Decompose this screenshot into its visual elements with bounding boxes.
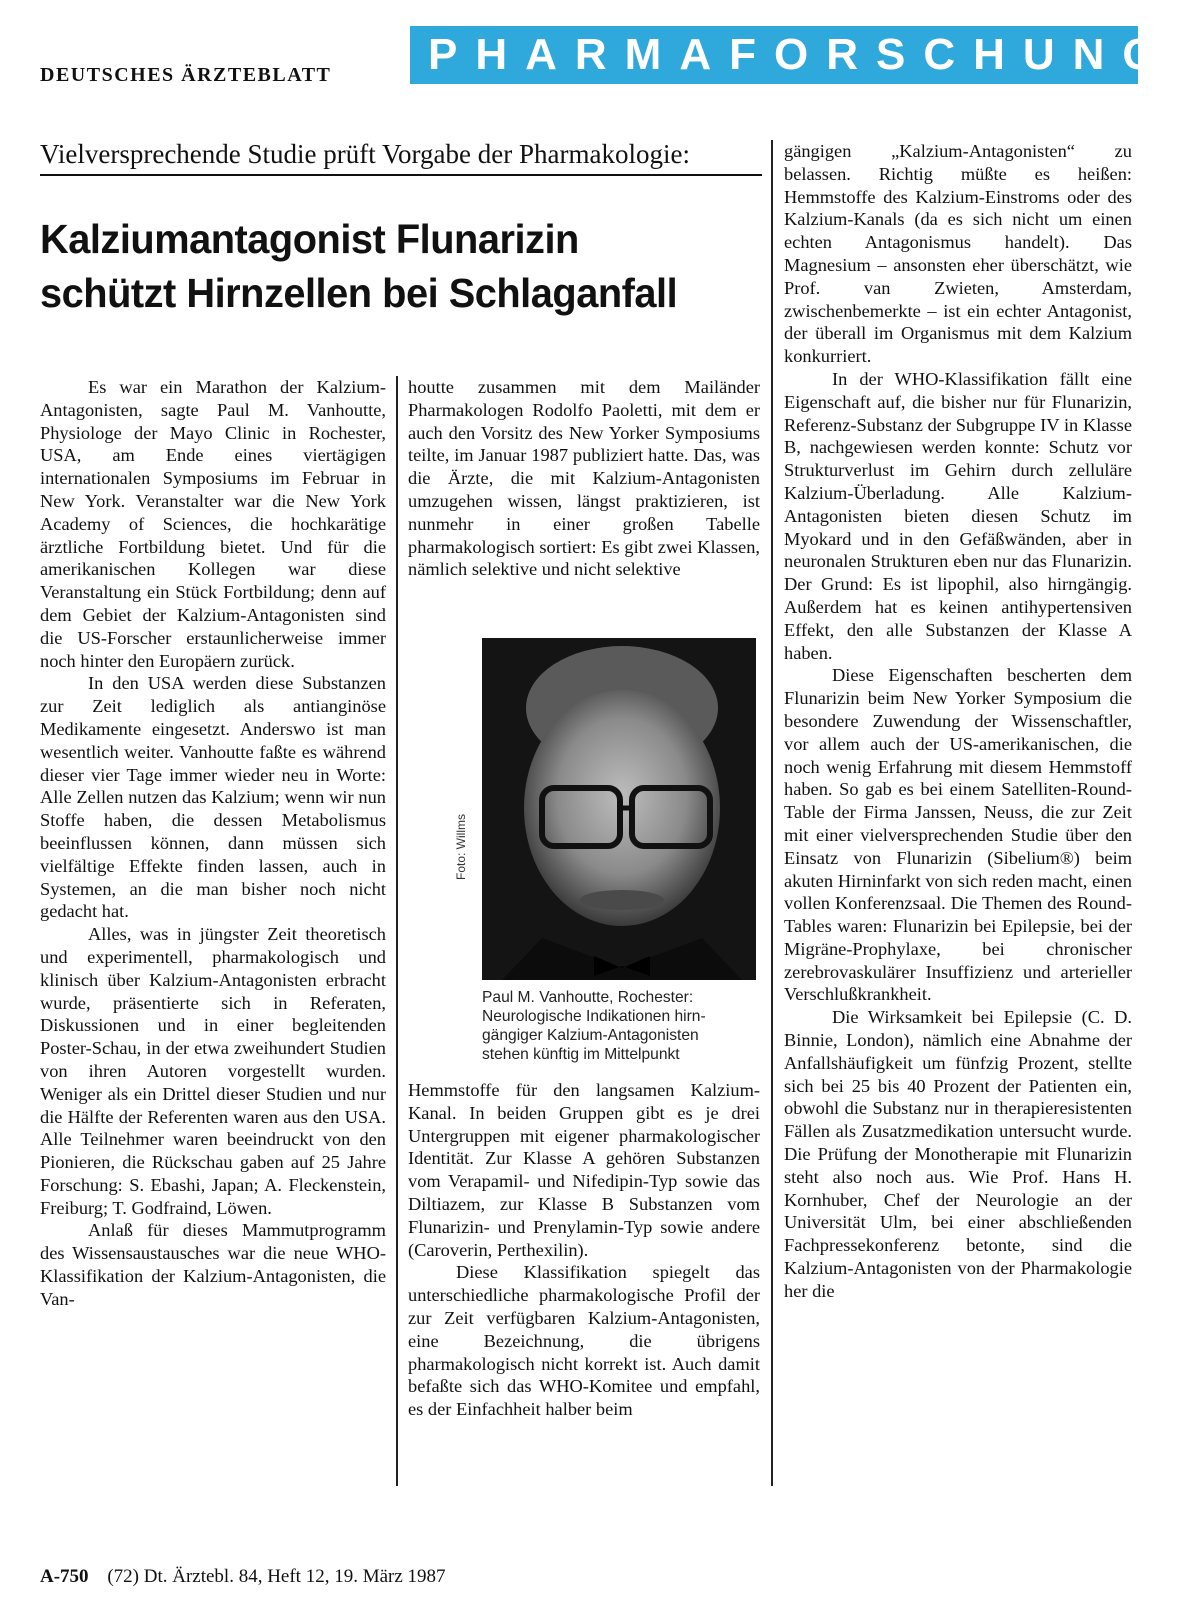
headline-line-1: Kalziumantagonist Flunarizin [40, 216, 579, 262]
paragraph: Die Wirksamkeit bei Epilepsie (C. D. Binnie, London), nämlich eine Abnahme der Anfallshäufigkeit um fünfzig Prozent, stellte sich bei 25 bis 40 Prozent der Patienten ein, obwohl die Substanz nur in therapieresistenten Fällen als Zusatzmedikation untersucht wurde. Die Prüfung der Monotherapie mit Flunarizin steht also noch aus. Wie Prof. Hans H. Kornhuber, Chef der Neurologie an der Universität Ulm, bei einer abschließenden Fachpressekonferenz betonte, sind die Kalzium-Antagonisten von der Pharmakologie her die [784, 1007, 1132, 1301]
paragraph: Anlaß für dieses Mammutprogramm des Wissensaustausches war die neue WHO-Klassifikation der Kalzium-Antagonisten, die Van- [40, 1220, 386, 1309]
paragraph: Diese Eigenschaften bescherten dem Flunarizin beim New Yorker Symposium die besondere Zuwendung der Wissenschaftler, vor allem auch der US-amerikanischen, die noch wenig Erfahrung mit diesem Hemmstoff haben. So gab es bei einem Satelliten-Round-Table der Firma Janssen, Neuss, die zur Zeit mit einer vielversprechenden Studie über den Einsatz von Flunarizin (Sibelium®) beim akuten Hirninfarkt von sich reden macht, einen vollen Konferenzsaal. Die Themen des Round-Tables waren: Flunarizin bei Epilepsie, bei der Migräne-Prophylaxe, bei chronischer zerebrovaskulärer Insuffizienz und arterieller Verschlußkrankheit. [784, 665, 1132, 1005]
photo-caption [482, 988, 762, 1064]
article-kicker: Vielversprechende Studie prüft Vorgabe der Pharmakologie: [40, 136, 762, 176]
paragraph: Diese Klassifikation spiegelt das unterschiedliche pharmakologische Profil der zur Zeit verfügbaren Kalzium-Antagonisten, eine Bezeichnung, die übrigens pharmakologisch nicht korrekt ist. Auch damit befaßte sich das WHO-Komitee und empfahl, es der Einfachheit halber beim [408, 1262, 760, 1420]
paragraph: gängigen „Kalzium-Antagonisten“ zu belassen. Richtig müßte es heißen: Hemmstoffe des Kalzium-Einstroms oder des Kalzium-Kanals (da es sich nicht um einen echten Antagonismus handelt). Das Magnesium – ansonsten eher überschätzt, wie Prof. van Zwieten, Amsterdam, zwischenbemerkte – ist ein echter Antagonist, der überall im Organismus mit dem Kalzium konkurriert. [784, 141, 1132, 367]
paragraph: In der WHO-Klassifikation fällt eine Eigenschaft auf, die bisher nur für Flunarizin, Referenz-Substanz der Subgruppe IV in Klasse B, nachgewiesen werden konnte: Schutz vor Strukturverlust im Gehirn durch zelluläre Kalzium-Überladung. Alle Kalzium-Antagonisten bieten diesen Schutz im Myokard und in den Gefäßwänden, aber in neuronalen Strukturen eben nur das Flunarizin. Der Grund: Es ist lipophil, also hirngängig. Außerdem hat es keinen antihypertensiven Effekt, den alle Substanzen der Klasse A haben. [784, 368, 1132, 663]
article-headline [40, 212, 748, 320]
headline-line-2: schützt Hirnzellen bei Schlaganfall [40, 270, 678, 316]
paragraph: Hemmstoffe für den langsamen Kalzium-Kanal. In beiden Gruppen gibt es je drei Untergruppen mit eigener pharmakologischer Identität. Zur Klasse A gehören Substanzen vom Verapamil- und Nifedipin-Typ sowie das Diltiazem, zur Klasse B Substanzen vom Flunarizin- und Prenylamin-Typ sowie andere (Caroverin, Perthexilin). [408, 1080, 760, 1260]
paragraph: Es war ein Marathon der Kalzium-Antagonisten, sagte Paul M. Vanhoutte, Physiologe der Mayo Clinic in Rochester, USA, am Ende eines viertägigen internationalen Symposiums im Februar in New York. Veranstalter war die New York Academy of Sciences, die hochkarätige ärztliche Fortbildung bietet. Und für die amerikanischen Kollegen war diese Veranstaltung ein Stück Fortbildung; denn auf dem Gebiet der Kalzium-Antagonisten sind die US-Forscher erstaunlicherweise immer noch hinter den Europäern zurück. [40, 377, 386, 671]
section-title: PHARMAFORSCHUNG [428, 30, 1175, 79]
photo-credit: Foto: Willms [454, 814, 468, 880]
paragraph: houtte zusammen mit dem Mailänder Pharmakologen Rodolfo Paoletti, mit dem er auch den Vorsitz des New Yorker Symposiums teilte, im Januar 1987 publiziert hatte. Das, was die Ärzte, die mit Kalzium-Antagonisten umzugehen wissen, längst praktizieren, ist nunmehr in einer großen Tabelle pharmakologisch sortiert: Es gibt zwei Klassen, nämlich selektive und nicht selektive [408, 377, 760, 580]
caption-line: Paul M. Vanhoutte, Rochester: [482, 989, 694, 1006]
caption-line: stehen künftig im Mittelpunkt [482, 1046, 680, 1063]
portrait-image [482, 638, 756, 980]
column-rule [771, 140, 773, 1486]
page-number: A-750 [40, 1566, 89, 1587]
article-column-2-bottom [408, 1079, 760, 1421]
paragraph: In den USA werden diese Substanzen zur Zeit lediglich als antianginöse Medikamente eingesetzt. Anderswo ist man wesentlich weiter. Vanhoutte faßte es während dieser vier Tage immer wieder neu in Worte: Alle Zellen nutzen das Kalzium; wenn wir nun Stoffe haben, die dessen Metabolismus beeinflussen können, dann müssen sich vielfältige Effekte finden lassen, auch in Systemen, an die man bisher noch nicht gedacht hat. [40, 673, 386, 922]
portrait-photo [482, 638, 756, 980]
caption-line: gängiger Kalzium-Antagonisten [482, 1027, 699, 1044]
column-rule [396, 376, 398, 1486]
article-column-1 [40, 376, 386, 1311]
article-column-3 [784, 140, 1132, 1303]
citation: (72) Dt. Ärztebl. 84, Heft 12, 19. März 1987 [107, 1566, 446, 1587]
caption-line: Neurologische Indikationen hirn- [482, 1008, 706, 1025]
journal-name: DEUTSCHES ÄRZTEBLATT [40, 64, 332, 86]
page-footer [40, 1566, 446, 1588]
article-column-2-top [408, 376, 760, 581]
section-banner [410, 26, 1175, 84]
paragraph: Alles, was in jüngster Zeit theoretisch und experimentell, pharmakologisch und klinisch über Kalzium-Antagonisten erbracht wurde, präsentierte sich in Referaten, Diskussionen und in einer begleitenden Poster-Schau, in der etwa zweihundert Studien von ihren Autoren vorgestellt wurden. Weniger als ein Drittel dieser Studien und nur die Hälfte der Referenten waren aus den USA. Alle Teilnehmer waren beeindruckt von den Pionieren, die Rückschau gaben auf 25 Jahre Forschung: S. Ebashi, Japan; A. Fleckenstein, Freiburg; T. Godfraind, Löwen. [40, 924, 386, 1218]
